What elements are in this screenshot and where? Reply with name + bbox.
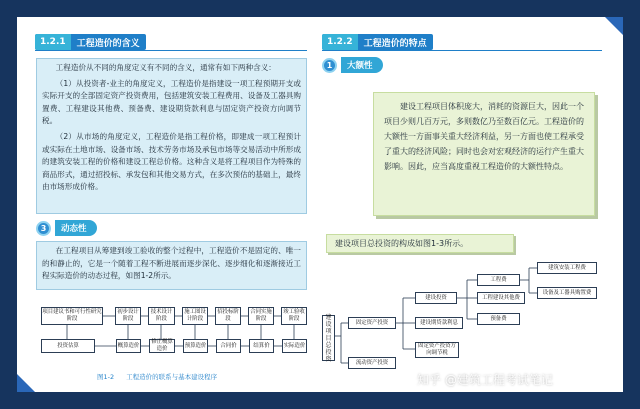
dynamic-paragraph: 在工程项目从筹建到竣工验收的整个过程中，工程造价不是固定的、唯一的和静止的，它是一个随着工程不断进展而逐步深化、逐步细化和逐渐接近工程实际造价的动态过程，如图1-2所示。 xyxy=(42,246,301,281)
flow-cost-node: 概算造价 xyxy=(116,339,141,353)
huge-paragraph: 建设工程项目体积庞大，消耗的资源巨大，因此一个项目少则几百万元，多则数亿乃至数百亿元。工程造价的大额性一方面事关重大经济利益，另一方面也使工程承受了重大的经济风险；同时也会对宏观经济的运行产生重大影响。因此，应当高度重视工程造价的大额性特点。 xyxy=(384,102,584,171)
flow-stage-node: 招投标阶段 xyxy=(215,307,241,325)
flow-stage-node: 项目建议书和可行性研究阶段 xyxy=(41,307,103,325)
tree-node-loan-interest: 建设期贷款利息 xyxy=(415,317,463,329)
tree-connectors xyxy=(17,17,623,392)
tree-node-other-costs: 工程建设其他费 xyxy=(477,292,525,304)
figure-number: 图1-2 xyxy=(97,373,115,381)
flow-stage-node: 技术设计阶段 xyxy=(148,307,175,325)
tree-node-equipment-purchase: 设备及工器具购置费 xyxy=(537,287,597,299)
flow-stage-node: 施工图设计阶段 xyxy=(182,307,208,325)
tree-node-fixed-assets: 固定资产投资 xyxy=(348,317,396,329)
flow-cost-node: 实际造价 xyxy=(282,339,307,353)
tree-node-current-assets: 流动资产投资 xyxy=(348,357,396,369)
section-number: 1.2.2 xyxy=(322,34,358,50)
reference-text: 建设项目总投资的构成如图1-3所示。 xyxy=(335,239,469,248)
tree-node-reserve: 预备费 xyxy=(477,313,520,325)
page-frame xyxy=(17,17,623,392)
flow-cost-node: 合同价 xyxy=(216,339,241,353)
tree-root-node: 建设项目总投资 xyxy=(322,315,335,361)
flow-stage-node: 合同实施阶段 xyxy=(248,307,274,325)
subheading-label: 大额性 xyxy=(341,57,383,73)
flow-cost-node: 预算造价 xyxy=(183,339,208,353)
tree-node-tax: 固定资产投资方向调节税 xyxy=(415,342,459,358)
number-badge: 1 xyxy=(322,58,337,73)
flow-stage-node: 初步设计阶段 xyxy=(115,307,141,325)
tree-node-installation: 建筑安装工程费 xyxy=(537,262,597,274)
definition-paragraph-2: （2）从市场的角度定义，工程造价是指工程价格，即建成一项工程预计或实际在土地市场、设备市场、技术劳务市场及承包市场等交易活动中所形成的建筑安装工程的价格和建设工程总价格。这种含义是将工程项目作为特殊的商品形式，通过招投标、承发包和其他交易方式，在多次预估的基础上，最终由市场形成价格。 xyxy=(42,131,301,192)
flow-cost-node: 投资估算 xyxy=(41,339,95,353)
tree-node-engineering: 工程费 xyxy=(477,274,520,286)
watermark: 知乎 @建筑工程考试笔记 xyxy=(417,373,553,387)
flow-stage-node: 竣工验收阶段 xyxy=(281,307,307,325)
figure-title: 工程造价的联系与基本建设程序 xyxy=(126,373,218,381)
number-badge: 3 xyxy=(36,221,51,236)
section-number: 1.2.1 xyxy=(35,34,71,50)
definition-paragraph-1: （1）从投资者-业主的角度定义，工程造价是指建设一项工程预期开支或实际开支的全部固定资产投资费用，包括建筑安装工程费用、设备及工器具购置费、工程建设其他费、预备费、建设期贷款利息与固定资产投资方向调节税。 xyxy=(42,78,301,126)
tree-node-construction: 建设投资 xyxy=(415,292,457,304)
flow-cost-node: 结算价 xyxy=(249,339,274,353)
flow-cost-node: 修正概算造价 xyxy=(149,339,175,353)
subheading-label: 动态性 xyxy=(55,220,97,236)
section-title: 工程造价的含义 xyxy=(76,38,140,49)
intro-paragraph: 工程造价从不同的角度定义有不同的含义，通常有如下两种含义： xyxy=(55,63,276,72)
section-title: 工程造价的特点 xyxy=(363,38,427,49)
